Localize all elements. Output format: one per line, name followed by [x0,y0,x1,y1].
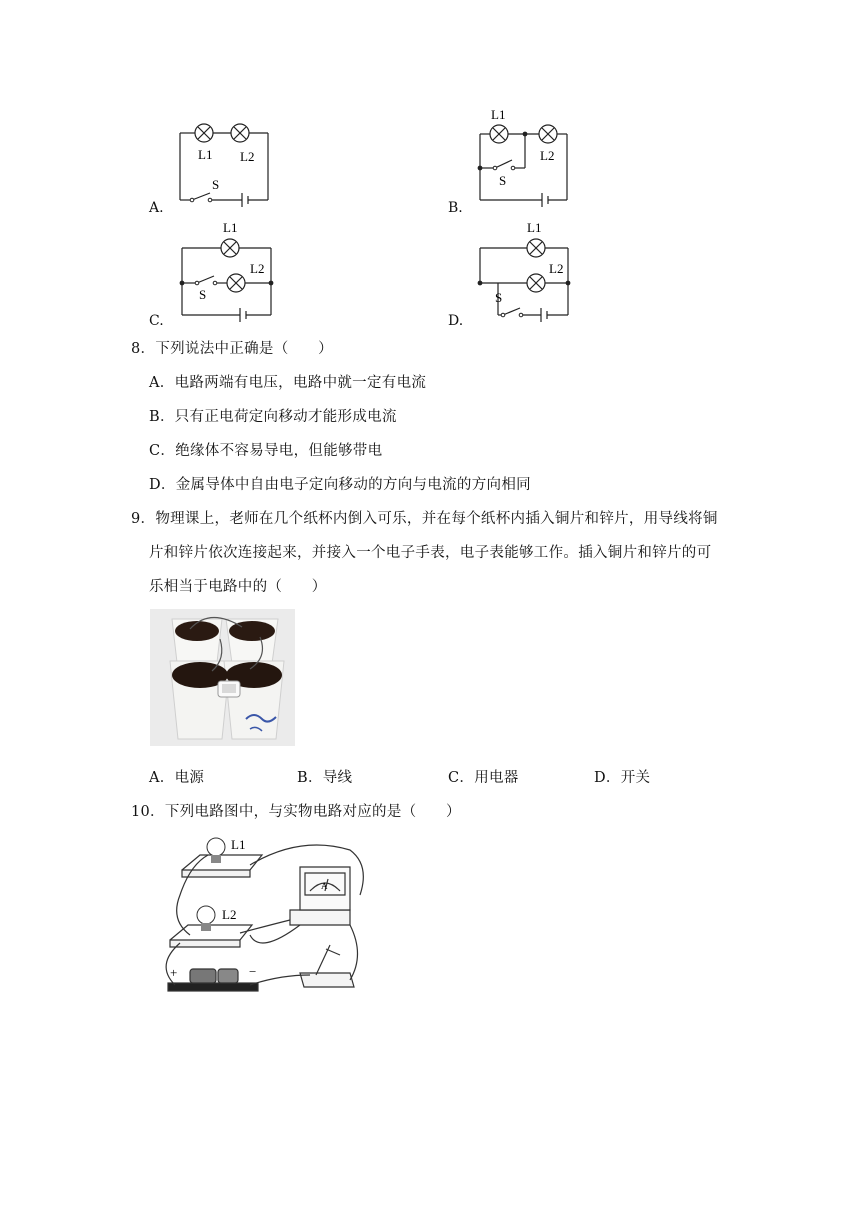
label-l2: L2 [240,149,255,164]
option-c: C．绝缘体不容易导电，但能够带电 [149,443,383,459]
option-a: A．电路两端有电压，电路中就一定有电流 [149,375,427,391]
ammeter-label: A [321,881,328,891]
option-letter-a: A. [149,200,164,216]
battery-minus-label: − [249,964,257,979]
question-stem-line-1: 9．物理课上，老师在几个纸杯内倒入可乐，并在每个纸杯内插入铜片和锌片，用导线将铜 [131,511,718,527]
label-s: S [212,177,220,192]
label-l1: L1 [231,837,246,852]
option-b: B．导线 [297,770,353,786]
option-d: D．开关 [594,770,651,786]
circuit-diagram-a [170,115,280,215]
option-a: A．电源 [149,770,205,786]
label-l1: L1 [527,220,542,235]
option-letter-d: D. [448,313,464,329]
label-l2: L2 [540,148,555,163]
question-stem: 10．下列电路图中，与实物电路对应的是（ ） [131,804,461,820]
circuit-diagram-c [170,218,280,328]
physical-circuit-figure [150,825,380,1000]
option-b: B．只有正电荷定向移动才能形成电流 [149,409,397,425]
option-d: D．金属导体中自由电子定向移动的方向与电流的方向相同 [149,477,531,493]
circuit-diagram-b [470,102,580,212]
label-l1: L1 [491,107,506,122]
label-l1: L1 [223,220,238,235]
question-stem-line-2: 片和锌片依次连接起来，并接入一个电子手表，电子表能够工作。插入铜片和锌片的可 [149,545,712,561]
battery-plus-label: + [170,965,178,980]
label-l1: L1 [198,147,213,162]
label-l2: L2 [250,261,265,276]
label-l2: L2 [549,261,564,276]
question-stem: 8．下列说法中正确是（ ） [131,341,333,357]
question-stem-line-3: 乐相当于电路中的（ ） [149,579,327,595]
option-letter-b: B. [448,200,463,216]
circuit-diagram-d [470,218,580,328]
option-letter-c: C. [149,313,164,329]
cola-battery-photo [150,609,295,746]
label-s: S [199,287,207,302]
label-s: S [495,290,503,305]
label-s: S [499,173,507,188]
label-l2: L2 [222,907,237,922]
option-c: C．用电器 [448,770,519,786]
